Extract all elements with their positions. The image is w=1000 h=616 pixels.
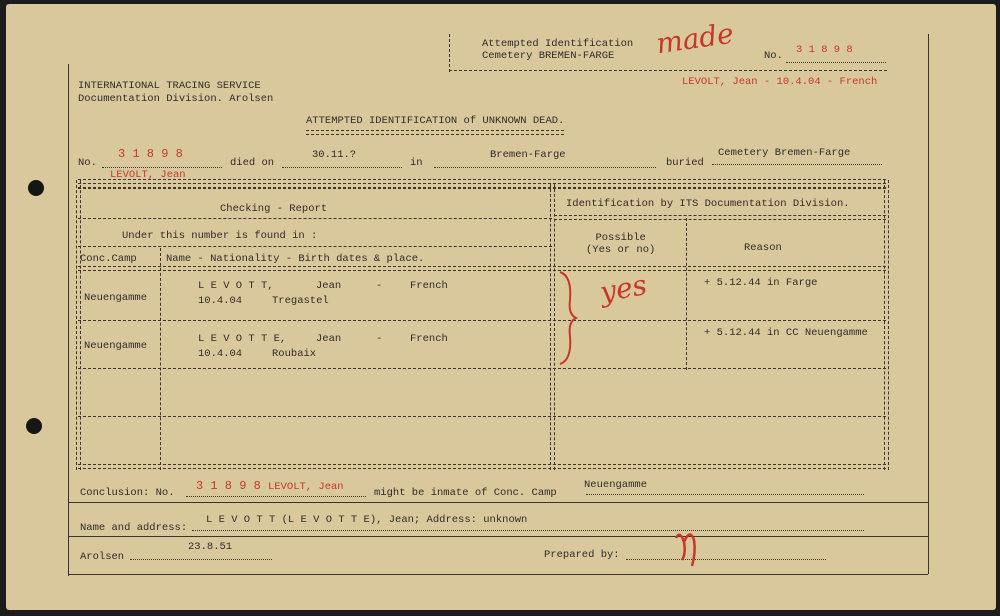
table-bottom-border (78, 464, 886, 469)
right-border (928, 34, 929, 574)
stamp-top-right: LEVOLT, Jean - 10.4.04 - French (682, 76, 878, 88)
possible-header: Possible (Yes or no) (586, 232, 656, 256)
buried-label: buried (666, 157, 704, 169)
header-box-left-border (449, 34, 450, 72)
died-label: died on (230, 157, 275, 169)
row2-dash: - (376, 333, 383, 345)
punch-hole-top (28, 180, 44, 196)
conclusion-text: might be inmate of Conc. Camp (374, 487, 557, 499)
row2-reason: + 5.12.44 in CC Neuengamme (704, 327, 868, 339)
under-number-label: Under this number is found in : (122, 230, 318, 242)
conclusion-name: LEVOLT, Jean (268, 481, 344, 493)
row2-place: Roubaix (272, 348, 317, 360)
row2-nationality: French (410, 333, 448, 345)
footer-place: Arolsen (80, 551, 125, 563)
buried-dots (712, 164, 882, 165)
bottom-rule (68, 574, 928, 575)
row3-bottom-line (78, 416, 886, 417)
document-card (6, 4, 996, 610)
header-no-dots (786, 62, 886, 63)
in-dots (434, 167, 656, 168)
red-brace (556, 270, 580, 366)
row1-nationality: French (410, 280, 448, 292)
row2-bottom-line (78, 368, 886, 369)
table-mid-divider (550, 184, 555, 470)
header-no-value: 3 1 8 9 8 (796, 44, 853, 56)
signature-mark (670, 520, 700, 568)
under-number-top-line (78, 218, 552, 219)
in-label: in (410, 157, 423, 169)
row1-dob: 10.4.04 (198, 295, 243, 307)
row2-dob: 10.4.04 (198, 348, 243, 360)
form-title: ATTEMPTED IDENTIFICATION of UNKNOWN DEAD. (306, 115, 565, 127)
died-value: 30.11.? (312, 149, 357, 161)
header-no-label: No. (764, 50, 783, 62)
yes-handwriting: yes (597, 268, 650, 309)
row1-reason: + 5.12.44 in Farge (704, 277, 818, 289)
died-dots (282, 167, 402, 168)
in-value: Bremen-Farge (490, 149, 566, 161)
record-no-label: No. (78, 157, 97, 169)
reason-header: Reason (744, 242, 782, 254)
ident-header-underline (554, 215, 886, 220)
name-address-dots (192, 530, 864, 531)
table-subtop-border (78, 187, 886, 189)
row1-camp: Neuengamme (84, 292, 148, 304)
row2-name: L E V O T T E, (198, 333, 287, 345)
title-underline (306, 130, 564, 135)
made-handwriting: made (654, 16, 736, 61)
left-border (68, 64, 69, 576)
name-address-label: Name and address: (80, 522, 188, 534)
table-top-border (78, 179, 886, 184)
footer-date-dots (130, 559, 272, 560)
record-no-value: 3 1 8 9 8 (118, 147, 183, 161)
col-name-header: Name - Nationality - Birth dates & place. (166, 253, 425, 265)
camp-divider (160, 248, 161, 470)
row2-first: Jean (316, 333, 342, 345)
reason-divider (686, 218, 687, 370)
header-box-line1: Attempted Identification (482, 38, 634, 50)
conclusion-camp-dots (586, 494, 864, 495)
record-name: LEVOLT, Jean (110, 169, 186, 181)
row1-name: L E V O T T, (198, 280, 274, 292)
row1-place: Tregastel (272, 295, 329, 307)
table-right-border (884, 180, 889, 470)
conclusion-no-value: 3 1 8 9 8 (196, 479, 261, 493)
under-number-line (78, 246, 552, 247)
header-box-line2: Cemetery BREMEN-FARGE (482, 50, 615, 62)
row1-bottom-line (78, 320, 886, 321)
conclusion-rule (68, 502, 928, 503)
row2-camp: Neuengamme (84, 340, 148, 352)
prepared-label: Prepared by: (544, 549, 620, 561)
conclusion-camp: Neuengamme (584, 479, 648, 491)
record-no-dots (102, 167, 222, 168)
prepared-dots (626, 559, 826, 560)
name-address-rule (68, 536, 928, 537)
footer-date: 23.8.51 (188, 541, 233, 553)
punch-hole-bottom (26, 418, 42, 434)
header-row-underline (78, 266, 886, 271)
org-line2: Documentation Division. Arolsen (78, 93, 274, 105)
header-box-bottom-border (449, 70, 887, 71)
checking-header: Checking - Report (220, 203, 328, 215)
org-line1: INTERNATIONAL TRACING SERVICE (78, 80, 261, 92)
col-camp-header: Conc.Camp (80, 253, 137, 265)
row1-first: Jean (316, 280, 342, 292)
ident-header: Identification by ITS Documentation Division. (566, 198, 850, 210)
row1-dash: - (376, 280, 383, 292)
table-left-border (76, 180, 81, 470)
conclusion-dots (186, 496, 366, 497)
conclusion-label: Conclusion: No. (80, 487, 175, 499)
name-address-value: L E V O T T (L E V O T T E), Jean; Address: unknown (206, 514, 528, 526)
buried-value: Cemetery Bremen-Farge (718, 147, 851, 159)
